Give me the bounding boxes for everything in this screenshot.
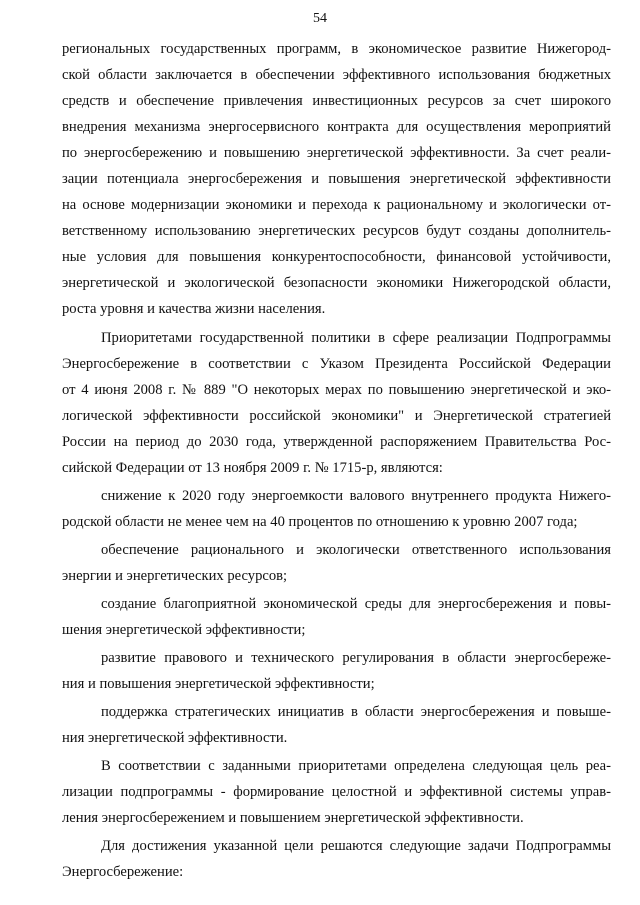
page-number: 54 bbox=[313, 11, 327, 26]
text-line: России на период до 2030 года, утвержденной распоряжением Правительства Рос- bbox=[62, 434, 611, 450]
text-line: внедрения механизма энергосервисного контракта для осуществления мероприятий bbox=[62, 119, 611, 135]
text-line: ления энергосбережением и повышением энергетической эффективности. bbox=[62, 810, 524, 826]
text-line: логической эффективности российской экономики" и Энергетической стратегией bbox=[62, 408, 611, 424]
text-line: лизации подпрограммы - формирование целостной и эффективной системы управ- bbox=[62, 784, 611, 800]
text-line: на основе модернизации экономики и перехода к рациональному и экологически от- bbox=[62, 197, 611, 213]
text-line: от 4 июня 2008 г. № 889 "О некоторых мерах по повышению энергетической и эко- bbox=[62, 382, 611, 398]
text-line: поддержка стратегических инициатив в области энергосбережения и повыше- bbox=[101, 704, 611, 720]
text-line: ской области заключается в обеспечении эффективного использования бюджетных bbox=[62, 67, 611, 83]
text-line: региональных государственных программ, в экономическое развитие Нижегород- bbox=[62, 41, 611, 57]
text-line: зации потенциала энергосбережения и повышения энергетической эффективности bbox=[62, 171, 611, 187]
text-line: Приоритетами государственной политики в сфере реализации Подпрограммы bbox=[101, 330, 611, 346]
text-line: В соответствии с заданными приоритетами определена следующая цель реа- bbox=[101, 758, 611, 774]
text-line: роста уровня и качества жизни населения. bbox=[62, 301, 326, 317]
text-line: сийской Федерации от 13 ноября 2009 г. № 1715-р, являются: bbox=[62, 460, 443, 476]
text-line: развитие правового и технического регулирования в области энергосбереже- bbox=[101, 650, 611, 666]
text-line: энергии и энергетических ресурсов; bbox=[62, 568, 288, 584]
text-line: ветственному использованию энергетических ресурсов будут созданы дополнитель- bbox=[62, 223, 611, 239]
text-line: ния и повышения энергетической эффективности; bbox=[62, 676, 375, 692]
text-line: ные условия для повышения конкурентоспособности, финансовой устойчивости, bbox=[62, 249, 611, 265]
text-line: по энергосбережению и повышению энергетической эффективности. За счет реали- bbox=[62, 145, 611, 161]
text-line: создание благоприятной экономической среды для энергосбережения и повы- bbox=[101, 596, 611, 612]
text-line: энергетической и экологической безопасности экономики Нижегородской области, bbox=[62, 275, 611, 291]
text-line: обеспечение рационального и экологически ответственного использования bbox=[101, 542, 611, 558]
text-line: Для достижения указанной цели решаются следующие задачи Подпрограммы bbox=[101, 838, 611, 854]
text-line: средств и обеспечение привлечения инвестиционных ресурсов за счет широкого bbox=[62, 93, 611, 109]
text-line: родской области не менее чем на 40 процентов по отношению к уровню 2007 года; bbox=[62, 514, 578, 530]
text-line: шения энергетической эффективности; bbox=[62, 622, 306, 638]
text-line: Энергосбережение в соответствии с Указом Президента Российской Федерации bbox=[62, 356, 611, 372]
text-line: снижение к 2020 году энергоемкости валового внутреннего продукта Нижего- bbox=[101, 488, 611, 504]
text-line: Энергосбережение: bbox=[62, 864, 184, 880]
text-line: ния энергетической эффективности. bbox=[62, 730, 288, 746]
